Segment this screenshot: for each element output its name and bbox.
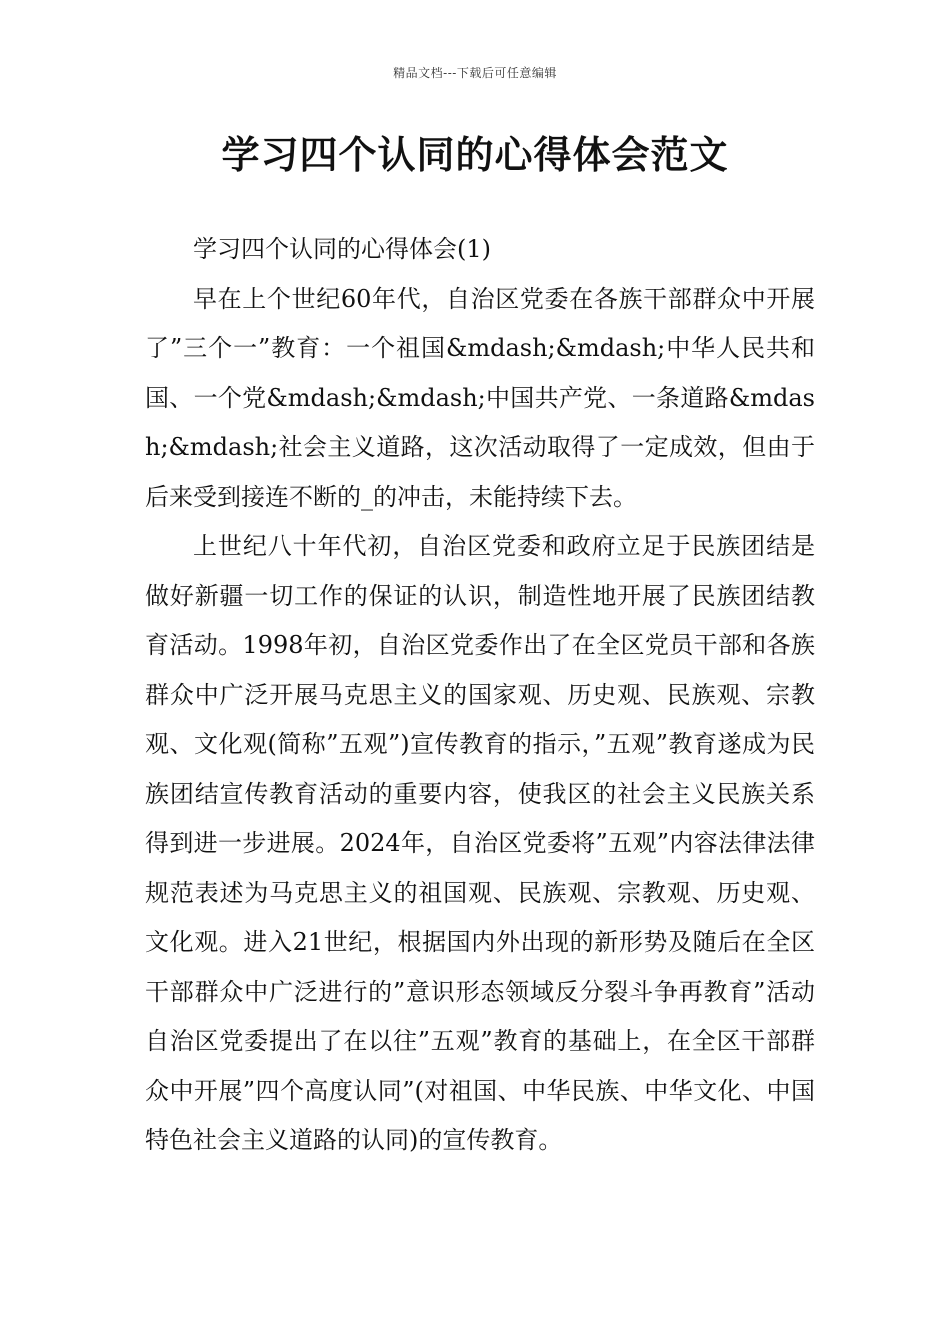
paragraph: 早在上个世纪60年代，自治区党委在各族干部群众中开展了”三个一”教育：一个祖国&mdash;&mdash;中华人民共和国、一个党&mdash;&mdash;中国共产党、一条道路&mdash;&mdash;社会主义道路，这次活动取得了一定成效，但由于后来受到接连不断的_的冲击，未能持续下去。: [145, 284, 815, 511]
paragraph-subtitle: 学习四个认同的心得体会(1): [193, 235, 491, 263]
paragraph: 上世纪八十年代初，自治区党委和政府立足于民族团结是做好新疆一切工作的保证的认识，制造性地开展了民族团结教育活动。1998年初，自治区党委作出了在全区党员干部和各族群众中广泛开展马克思主义的国家观、历史观、民族观、宗教观、文化观(简称”五观”)宣传教育的指示，”五观”教育遂成为民族团结宣传教育活动的重要内容，使我区的社会主义民族关系得到进一步进展。2024年，自治区党委将”五观”内容法律法律规范表述为马克思主义的祖国观、民族观、宗教观、历史观、文化观。进入21世纪，根据国内外出现的新形势及随后在全区干部群众中广泛进行的”意识形态领域反分裂斗争再教育”活动自治区党委提出了在以往”五观”教育的基础上，在全区干部群众中开展”四个高度认同”(对祖国、中华民族、中华文化、中国特色社会主义道路的认同)的宣传教育。: [145, 532, 815, 1154]
header-note: 精品文档---下载后可任意编辑: [393, 66, 557, 80]
document-body: [145, 225, 815, 1166]
document-title: 学习四个认同的心得体会范文: [221, 132, 729, 177]
